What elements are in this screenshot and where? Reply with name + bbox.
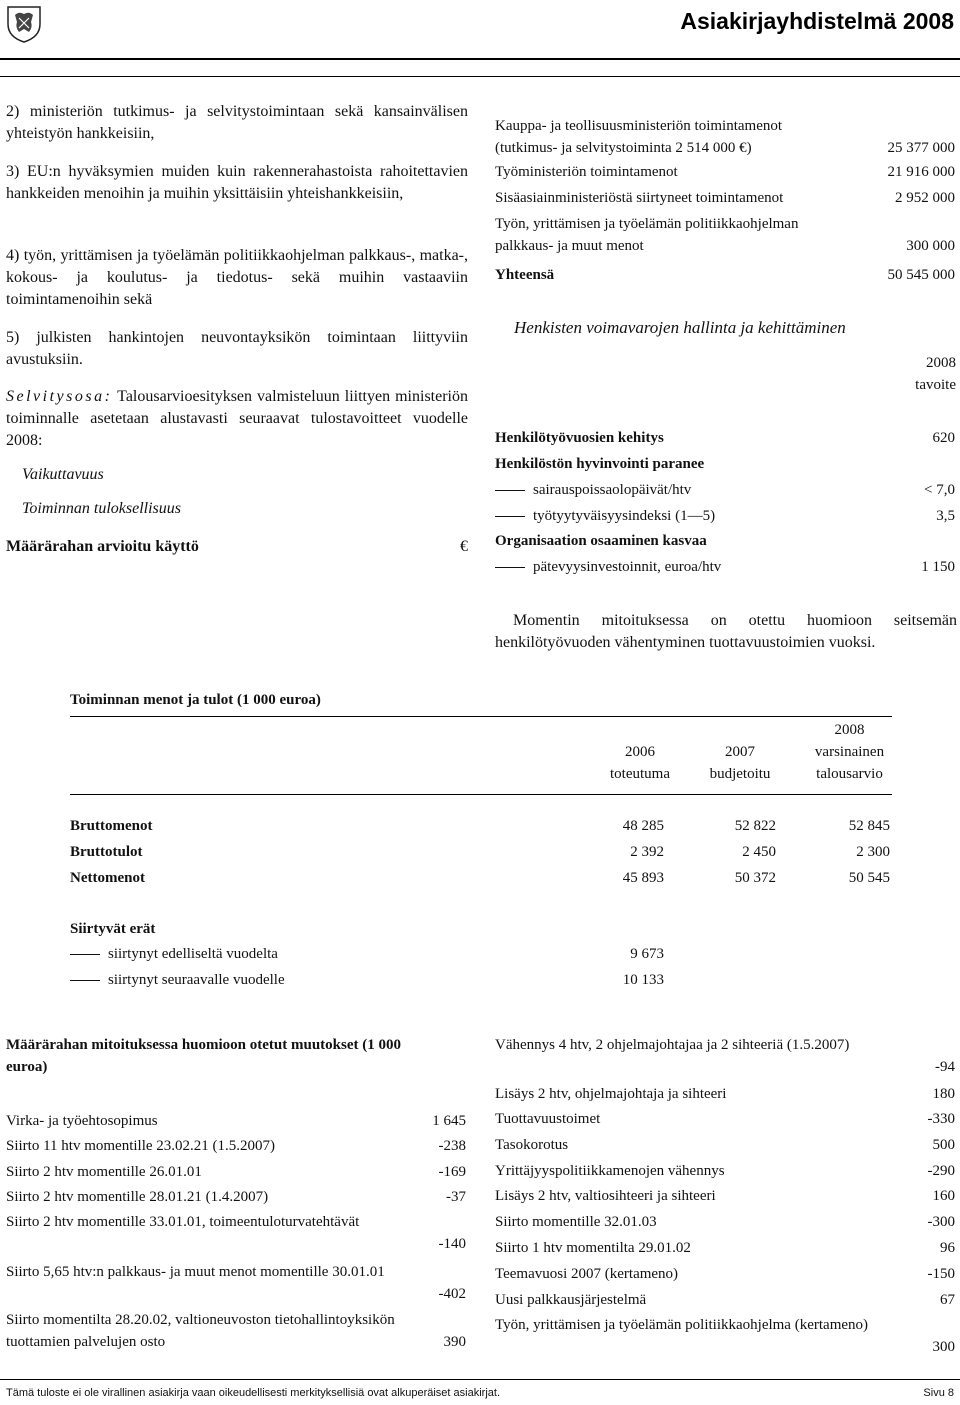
right-row-1 xyxy=(495,161,955,183)
change-label: Siirto 5,65 htv:n palkkaus- ja muut menot momentille 30.01.01 xyxy=(6,1264,385,1280)
table-cell: 50 372 xyxy=(734,870,776,886)
change-label: Vähennys 4 htv, 2 ohjelmajohtajaa ja 2 sihteeriä (1.5.2007) xyxy=(495,1037,850,1053)
change-value: 180 xyxy=(932,1086,955,1102)
siirtyvat-row xyxy=(70,946,278,963)
table-row-label: Bruttotulot xyxy=(70,844,143,860)
paragraph-2: 2) ministeriön tutkimus- ja selvitystoimintaan sekä kansainvälisen yhteistyön hankkeisiin, xyxy=(6,103,468,142)
hr-row-value: < 7,0 xyxy=(924,482,955,498)
hr-row-label: pätevyysinvestoinnit, euroa/htv xyxy=(533,559,722,575)
change-label: Yrittäjyyspolitiikkamenojen vähennys xyxy=(495,1163,725,1179)
change-item xyxy=(6,1261,466,1305)
table-cell: 50 545 xyxy=(848,870,890,886)
change-item xyxy=(6,1135,466,1157)
hr-row-2 xyxy=(495,479,955,501)
change-label: Siirto 11 htv momentille 23.02.21 (1.5.2007) xyxy=(6,1138,276,1154)
change-label: Teemavuosi 2007 (kertameno) xyxy=(495,1266,679,1282)
change-value: 96 xyxy=(940,1240,955,1256)
change-item-right xyxy=(495,1237,955,1259)
selvitysosa-text: Talousarvioesityksen valmisteluun liittyen ministeriön toiminnalle asetetaan alustavasti seuraavat tulostavoitteet vuodelle 2008: xyxy=(6,388,468,449)
change-value: -290 xyxy=(927,1163,955,1179)
change-value: 160 xyxy=(932,1188,955,1204)
change-value: -300 xyxy=(927,1214,955,1230)
header-rule-thin xyxy=(0,76,960,77)
table-header-rule xyxy=(70,794,892,795)
hr-row-label: Henkilöstön hyvinvointi paranee xyxy=(495,456,705,472)
col-label: talousarvio xyxy=(816,766,883,782)
selvitysosa-label: Selvitysosa: xyxy=(6,388,113,405)
col-label: toteutuma xyxy=(610,766,670,782)
hr-row-0 xyxy=(495,427,955,449)
change-value: -238 xyxy=(438,1138,466,1154)
table-title: Toiminnan menot ja tulot (1 000 euroa) xyxy=(70,692,321,708)
change-item xyxy=(6,1110,466,1132)
change-item-right xyxy=(495,1034,955,1078)
col-2006-header xyxy=(590,741,690,785)
change-label: Uusi palkkausjärjestelmä xyxy=(495,1292,647,1308)
change-label: Siirto 1 htv momentilta 29.01.02 xyxy=(495,1240,691,1256)
change-value: 67 xyxy=(940,1292,955,1308)
table-cell: 48 285 xyxy=(622,818,664,834)
table-cell: 2 300 xyxy=(856,844,890,860)
table-cell: 2 450 xyxy=(742,844,776,860)
hr-row-1 xyxy=(495,453,955,475)
hr-row-label: sairauspoissaolopäivät/htv xyxy=(533,482,692,498)
siirtyvat-value: 9 673 xyxy=(630,946,664,962)
siirtyvat-label: siirtynyt edelliseltä vuodelta xyxy=(108,946,278,962)
hr-heading: Henkisten voimavarojen hallinta ja kehittäminen xyxy=(514,318,846,337)
change-value: -402 xyxy=(438,1286,466,1302)
change-label: Virka- ja työehtosopimus xyxy=(6,1113,158,1129)
table-cell: 52 845 xyxy=(848,818,890,834)
change-item-right xyxy=(495,1185,955,1207)
hr-row-value: 1 150 xyxy=(921,559,955,575)
maararaha-row xyxy=(6,536,468,558)
change-value: -94 xyxy=(935,1059,955,1075)
maararaha-label: Määrärahan arvioitu käyttö xyxy=(6,538,199,555)
right-row-3 xyxy=(495,213,955,257)
change-item-right xyxy=(495,1108,955,1130)
right-row-value: 300 000 xyxy=(906,238,955,254)
change-item-right xyxy=(495,1134,955,1156)
dash-icon xyxy=(70,954,100,955)
right-row-0 xyxy=(495,115,955,159)
change-label: Siirto momentille 32.01.03 xyxy=(495,1214,657,1230)
table-row-label: Bruttomenot xyxy=(70,818,153,834)
coat-of-arms-icon xyxy=(4,4,44,44)
right-row-value: 21 916 000 xyxy=(887,164,955,180)
table-cell: 52 822 xyxy=(734,818,776,834)
changes-title: Määrärahan mitoituksessa huomioon otetut muutokset (1 000 euroa) xyxy=(6,1037,402,1075)
change-label: Lisäys 2 htv, ohjelmajohtaja ja sihteeri xyxy=(495,1086,727,1102)
siirtyvat-heading: Siirtyvät erät xyxy=(70,921,156,937)
col-year: 2008 xyxy=(834,722,865,738)
maararaha-unit: € xyxy=(460,538,468,555)
change-value: 500 xyxy=(932,1137,955,1153)
vaikuttavuus-heading: Vaikuttavuus xyxy=(22,466,104,483)
hr-col-year: 2008 xyxy=(926,355,956,371)
footer-rule xyxy=(0,1379,960,1380)
right-row-label: Sisäasiainministeriöstä siirtyneet toimintamenot xyxy=(495,190,784,206)
hr-note: Momentin mitoituksessa on otettu huomioon seitsemän henkilötyövuoden vähentyminen tuottavuustoimien vuoksi. xyxy=(495,612,957,651)
paragraph-3: 3) EU:n hyväksymien muiden kuin rakennerahastoista rahoitettavien hankkeiden menoihin ja muihin yksittäisiin yhteishankkeisiin, xyxy=(6,163,468,202)
hr-row-label: Organisaation osaaminen kasvaa xyxy=(495,533,707,549)
change-label: Työn, yrittämisen ja työelämän politiikkaohjelma (kertameno) xyxy=(495,1317,869,1333)
col-2007-header xyxy=(690,741,790,785)
change-value: 300 xyxy=(932,1339,955,1355)
page-header xyxy=(0,0,960,62)
table-top-rule xyxy=(70,716,892,717)
total-value: 50 545 000 xyxy=(887,267,955,283)
change-item xyxy=(6,1309,466,1353)
change-item xyxy=(6,1211,466,1255)
right-total-row xyxy=(495,264,955,286)
change-label: Siirto 2 htv momentille 28.01.21 (1.4.2007) xyxy=(6,1189,269,1205)
document-title: Asiakirjayhdistelmä 2008 xyxy=(680,8,954,34)
col-2008-header xyxy=(792,719,907,785)
hr-row-value: 3,5 xyxy=(936,508,955,524)
change-label: Siirto 2 htv momentille 33.01.01, toimeentuloturvatehtävät xyxy=(6,1214,360,1230)
dash-icon xyxy=(495,516,525,517)
change-value: -330 xyxy=(927,1111,955,1127)
dash-icon xyxy=(495,567,525,568)
table-cell: 2 392 xyxy=(630,844,664,860)
paragraph-4: 4) työn, yrittämisen ja työelämän politiikkaohjelman palkkaus-, matka-, kokous- ja koulutus- ja tiedotus- sekä muihin vastaaviin toimintamenoihin sekä xyxy=(6,247,468,308)
change-item-right xyxy=(495,1314,955,1358)
right-row-value: 2 952 000 xyxy=(895,190,955,206)
footer-disclaimer: Tämä tuloste ei ole virallinen asiakirja vaan oikeudellisesti merkityksellisiä ovat alkuperäiset asiakirjat. xyxy=(6,1387,500,1399)
change-item xyxy=(6,1186,466,1208)
hr-col-label: tavoite xyxy=(915,377,956,393)
change-label: Tasokorotus xyxy=(495,1137,569,1153)
right-row-label: Kauppa- ja teollisuusministeriön toimintamenot (tutkimus- ja selvitystoiminta 2 514 000 €) xyxy=(495,118,783,156)
header-rule xyxy=(0,58,960,60)
change-item xyxy=(6,1161,466,1183)
dash-icon xyxy=(495,490,525,491)
hr-row-label: Henkilötyövuosien kehitys xyxy=(495,430,664,446)
change-label: Lisäys 2 htv, valtiosihteeri ja sihteeri xyxy=(495,1188,716,1204)
change-item-right xyxy=(495,1263,955,1285)
change-item-right xyxy=(495,1160,955,1182)
right-row-label: Työministeriön toimintamenot xyxy=(495,164,678,180)
hr-row-label: työtyytyväisyysindeksi (1—5) xyxy=(533,508,716,524)
change-value: 390 xyxy=(443,1334,466,1350)
change-label: Tuottavuustoimet xyxy=(495,1111,601,1127)
siirtyvat-row xyxy=(70,972,285,989)
change-value: -140 xyxy=(438,1236,466,1252)
hr-row-4 xyxy=(495,530,955,552)
hr-row-5 xyxy=(495,556,955,578)
selvitysosa-paragraph xyxy=(6,386,468,452)
change-value: -37 xyxy=(446,1189,466,1205)
page-number: Sivu 8 xyxy=(923,1387,954,1399)
change-label: Siirto momentilta 28.20.02, valtioneuvoston tietohallintoyksikön tuottamien palvelujen osto xyxy=(6,1312,395,1350)
change-item-right xyxy=(495,1289,955,1311)
tuloksellisuus-heading: Toiminnan tuloksellisuus xyxy=(22,500,181,517)
table-row-label: Nettomenot xyxy=(70,870,145,886)
change-label: Siirto 2 htv momentille 26.01.01 xyxy=(6,1164,202,1180)
total-label: Yhteensä xyxy=(495,267,555,283)
hr-row-3 xyxy=(495,505,955,527)
dash-icon xyxy=(70,980,100,981)
col-year: 2007 xyxy=(725,744,755,760)
change-item-right xyxy=(495,1211,955,1233)
table-cell: 45 893 xyxy=(622,870,664,886)
col-label: varsinainen xyxy=(814,744,885,760)
change-value: -150 xyxy=(927,1266,955,1282)
paragraph-5: 5) julkisten hankintojen neuvontayksikön toimintaan liittyviin avustuksiin. xyxy=(6,329,468,368)
col-label: budjetoitu xyxy=(709,766,771,782)
right-row-value: 25 377 000 xyxy=(887,140,955,156)
siirtyvat-label: siirtynyt seuraavalle vuodelle xyxy=(108,972,285,988)
hr-row-value: 620 xyxy=(932,430,955,446)
col-year: 2006 xyxy=(625,744,655,760)
change-item-right xyxy=(495,1083,955,1105)
change-value: -169 xyxy=(438,1164,466,1180)
change-value: 1 645 xyxy=(432,1113,466,1129)
right-row-label: Työn, yrittämisen ja työelämän politiikkaohjelman palkkaus- ja muut menot xyxy=(495,216,799,254)
siirtyvat-value: 10 133 xyxy=(622,972,664,988)
right-row-2 xyxy=(495,187,955,209)
